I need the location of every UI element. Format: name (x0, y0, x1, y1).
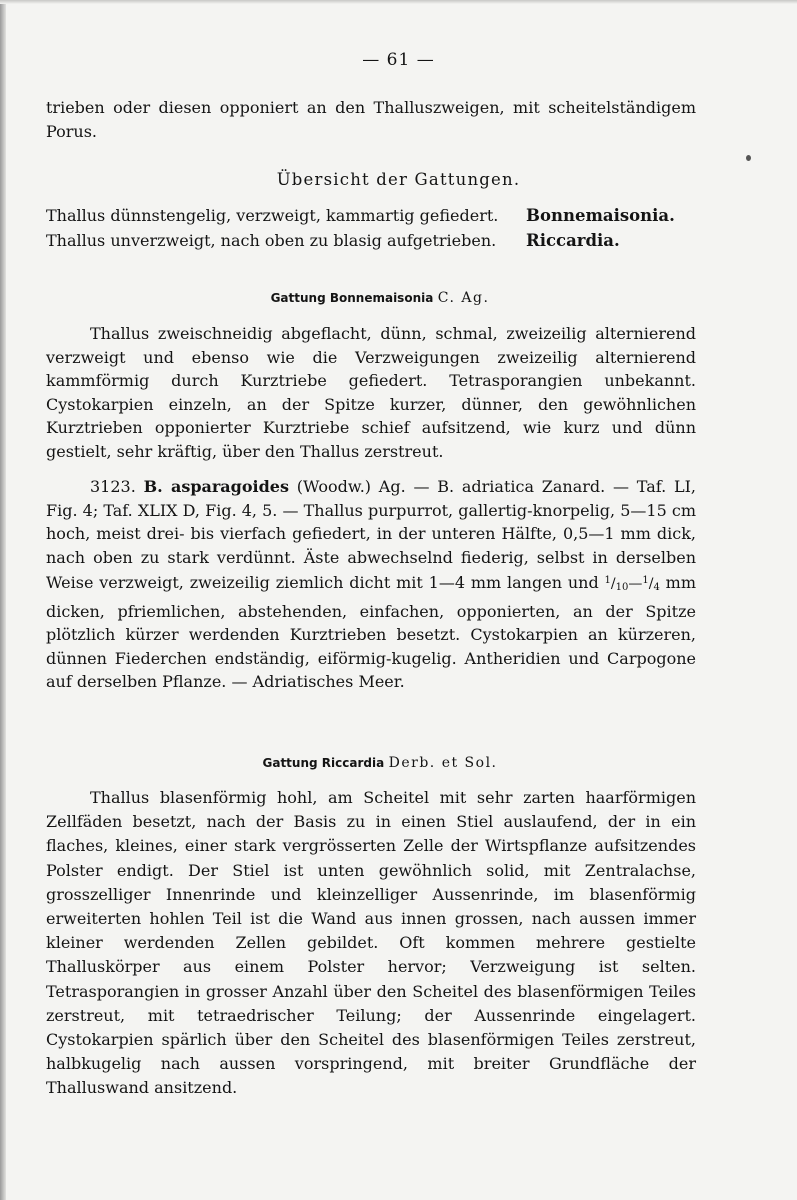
key-row (46, 229, 686, 253)
genus-description-riccardia (46, 786, 696, 1101)
genus-label: Gattung Riccardia (262, 756, 385, 770)
ink-speck (746, 155, 751, 161)
intro-paragraph (46, 96, 696, 143)
page-number: — 61 — (362, 50, 435, 70)
genus-author: Derb. et Sol. (388, 755, 498, 771)
species-text (46, 475, 696, 694)
genus-author: C. Ag. (437, 290, 490, 306)
genus-description-bonnemaisonia (46, 322, 696, 463)
genus-heading-riccardia (0, 755, 760, 771)
fraction-range: $^1/_{10}—^1/_4$ (604, 575, 660, 593)
species-text-part-2: mm dicken, pfriemlichen, abstehenden, einfachen, opponierten, an der Spitze plötzlich kürzer werdenden Kurztrieben besetzt. Cystokarpien an kürzeren, dünnen Fiederchen endständig, eiförmig-kugelig. Antheridien und Carpogone auf derselben Pflanze. — Adriatisches Meer. (46, 573, 697, 691)
genus-description-text: Thallus blasenförmig hohl, am Scheitel mit sehr zarten haarförmigen Zellfäden besetzt, nach der Basis zu in einen Stiel auslaufend, der in ein flaches, kleines, einer stark vergrösserten Zelle der Wirtspflanze aufsitzendes Polster endigt. Der Stiel ist unten gewöhnlich solid, mit Zentralachse, grosszelliger Innenrinde und kleinzelliger Aussenrinde, im blasenförmig erweiterten hohlen Teil ist die Wand aus innen grossen, nach aussen immer kleiner werdenden Zellen gebildet. Oft kommen mehrere gestielte Thalluskörper aus einem Polster hervor; Verzweigung ist selten. Tetrasporangien in grosser Anzahl über den Scheitel des blasenförmigen Teiles zerstreut, mit tetraedrischer Teilung; der Aussenrinde eingelagert. Cystokarpien spärlich über den Scheitel des blasenförmigen Teiles zerstreut, halbkugelig nach aussen vorspringend, mit breiter Grundfläche der Thalluswand ansitzend. (46, 788, 696, 1098)
species-author: (Woodw.) Ag. (296, 477, 406, 496)
key-genus-name: Bonnemaisonia. (526, 206, 675, 225)
key-description: Thallus unverzweigt, nach oben zu blasig aufgetrieben. (46, 231, 497, 250)
species-name: B. asparagoides (143, 477, 289, 496)
genus-label: Gattung Bonnemaisonia (270, 291, 434, 305)
species-number: 3123. (90, 477, 136, 496)
species-text-part-1: — B. adriatica Zanard. — Taf. LI, Fig. 4; Taf. XLIX D, Fig. 4, 5. — Thallus purpurrot, gallertig-knorpelig, 5—15 cm hoch, meist drei- bis vierfach gefiedert, in der unteren Hälfte, 0,5—1 mm dick, nach oben zu stark verdünnt. Äste abwechselnd fiederig, selbst in derselben Weise verzweigt, zweizeilig ziemlich dicht mit 1—4 mm langen und (46, 477, 697, 592)
genus-heading-bonnemaisonia (0, 290, 760, 306)
key-genus-name: Riccardia. (526, 231, 620, 250)
key-row (46, 204, 686, 228)
intro-text: trieben oder diesen opponiert an den Thalluszweigen, mit scheitelständigem Porus. (46, 98, 696, 141)
key-description: Thallus dünnstengelig, verzweigt, kammartig gefiedert. (46, 206, 499, 225)
species-entry-3123 (46, 475, 696, 694)
genus-description-text: Thallus zweischneidig abgeflacht, dünn, schmal, zweizeilig alternierend verzweigt und ebenso wie die Verzweigungen zweizeilig alternierend kammförmig durch Kurztriebe gefiedert. Tetrasporangien unbekannt. Cystokarpien einzeln, an der Spitze kurzer, dünner, den gewöhnlichen Kurztrieben opponierter Kurztriebe schief aufsitzend, wie kurz und dünn gestielt, sehr kräftig, über den Thallus zerstreut. (46, 324, 696, 461)
page-top-shadow (0, 0, 797, 4)
overview-heading: Übersicht der Gattungen. (276, 170, 521, 189)
